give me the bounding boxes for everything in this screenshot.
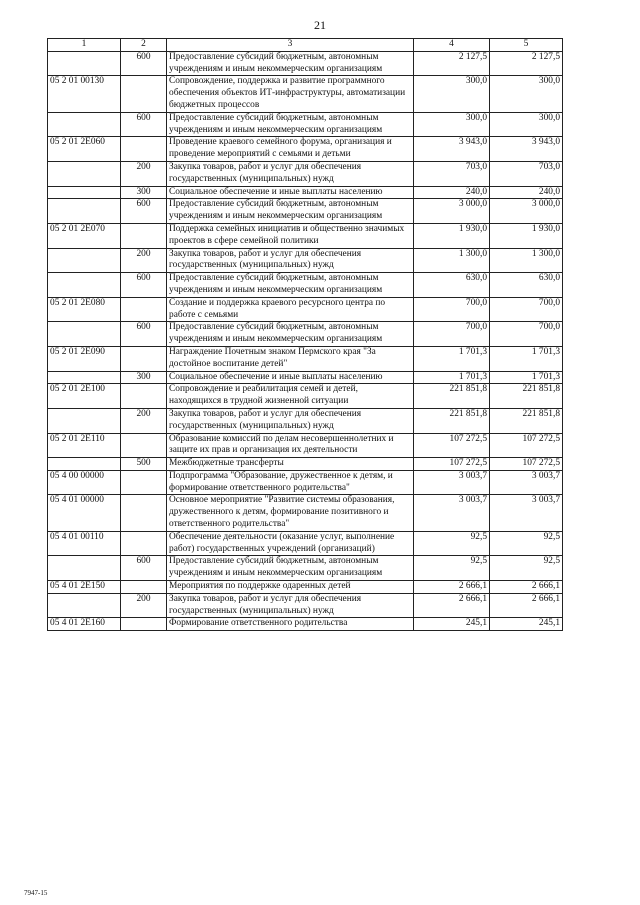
code-cell: 05 4 00 00000 [48,470,121,495]
value-2016-cell: 245,1 [414,618,490,631]
value-2017-cell: 1 701,3 [490,346,563,371]
table-header [48,39,563,52]
value-2016-cell: 300,0 [414,76,490,112]
expense-type-cell [121,618,167,631]
table-row [48,51,563,76]
value-2016-cell: 221 851,8 [414,384,490,409]
table-row [48,137,563,162]
table-row [48,371,563,384]
value-2016-cell: 1 300,0 [414,248,490,273]
value-2016-cell: 3 000,0 [414,199,490,224]
value-2016-cell: 240,0 [414,186,490,199]
value-2016-cell: 630,0 [414,273,490,298]
expense-type-cell: 500 [121,458,167,471]
value-2016-cell: 700,0 [414,297,490,322]
name-cell: Межбюджетные трансферты [167,458,414,471]
table-row [48,223,563,248]
name-cell: Проведение краевого семейного форума, организация и проведение мероприятий с семьями и детьми [167,137,414,162]
table-row [48,433,563,458]
code-cell: 05 2 01 2Е100 [48,384,121,409]
table-row [48,593,563,618]
value-2017-cell: 245,1 [490,618,563,631]
value-2016-cell: 107 272,5 [414,458,490,471]
value-2017-cell: 107 272,5 [490,458,563,471]
value-2017-cell: 2 127,5 [490,51,563,76]
column-header-2: 2 [121,39,167,52]
name-cell: Предоставление субсидий бюджетным, автономным учреждениям и иным некоммерческим организациям [167,322,414,347]
code-cell: 05 4 01 00000 [48,495,121,531]
name-cell: Основное мероприятие "Развитие системы образования, дружественного к детям, формирование позитивного и ответственного родительства" [167,495,414,531]
value-2016-cell: 3 003,7 [414,495,490,531]
name-cell: Предоставление субсидий бюджетным, автономным учреждениям и иным некоммерческим организациям [167,556,414,581]
value-2017-cell: 700,0 [490,297,563,322]
table-row [48,556,563,581]
expense-type-cell: 600 [121,112,167,137]
code-cell [48,593,121,618]
name-cell: Награждение Почетным знаком Пермского края "За достойное воспитание детей" [167,346,414,371]
table-row [48,248,563,273]
code-cell [48,458,121,471]
value-2016-cell: 3 943,0 [414,137,490,162]
expense-type-cell [121,470,167,495]
value-2016-cell: 1 701,3 [414,346,490,371]
code-cell [48,248,121,273]
code-cell [48,161,121,186]
value-2017-cell: 1 930,0 [490,223,563,248]
budget-table [47,38,563,631]
code-cell [48,186,121,199]
expense-type-cell: 200 [121,593,167,618]
name-cell: Мероприятия по поддержке одаренных детей [167,581,414,594]
value-2016-cell: 703,0 [414,161,490,186]
name-cell: Сопровождение, поддержка и развитие программного обеспечения объектов ИТ-инфраструктуры, автоматизации бюджетных процессов [167,76,414,112]
value-2016-cell: 3 003,7 [414,470,490,495]
table-row [48,76,563,112]
name-cell: Сопровождение и реабилитация семей и детей, находящихся в трудной жизненной ситуации [167,384,414,409]
table-row [48,470,563,495]
value-2016-cell: 300,0 [414,112,490,137]
expense-type-cell [121,384,167,409]
name-cell: Закупка товаров, работ и услуг для обеспечения государственных (муниципальных) нужд [167,248,414,273]
expense-type-cell [121,433,167,458]
value-2017-cell: 3 003,7 [490,470,563,495]
column-header-1: 1 [48,39,121,52]
expense-type-cell [121,76,167,112]
expense-type-cell [121,346,167,371]
table-row [48,199,563,224]
code-cell: 05 2 01 2Е060 [48,137,121,162]
table-row [48,531,563,556]
table-row [48,112,563,137]
name-cell: Закупка товаров, работ и услуг для обеспечения государственных (муниципальных) нужд [167,161,414,186]
value-2016-cell: 2 127,5 [414,51,490,76]
table-row [48,161,563,186]
code-cell [48,556,121,581]
value-2017-cell: 1 300,0 [490,248,563,273]
code-cell [48,273,121,298]
code-cell [48,199,121,224]
expense-type-cell: 600 [121,51,167,76]
expense-type-cell [121,581,167,594]
table-row [48,384,563,409]
value-2017-cell: 703,0 [490,161,563,186]
name-cell: Образование комиссий по делам несовершеннолетних и защите их прав и организация их деятельности [167,433,414,458]
expense-type-cell [121,223,167,248]
name-cell: Обеспечение деятельности (оказание услуг, выполнение работ) государственных учреждений (организаций) [167,531,414,556]
value-2017-cell: 221 851,8 [490,384,563,409]
footer-code: 7947-15 [24,889,48,897]
code-cell: 05 2 01 2Е070 [48,223,121,248]
value-2017-cell: 240,0 [490,186,563,199]
value-2017-cell: 221 851,8 [490,408,563,433]
expense-type-cell: 600 [121,556,167,581]
value-2017-cell: 630,0 [490,273,563,298]
value-2017-cell: 107 272,5 [490,433,563,458]
table-row [48,346,563,371]
name-cell: Предоставление субсидий бюджетным, автономным учреждениям и иным некоммерческим организациям [167,273,414,298]
name-cell: Закупка товаров, работ и услуг для обеспечения государственных (муниципальных) нужд [167,593,414,618]
table-row [48,297,563,322]
code-cell [48,51,121,76]
header-row [48,39,563,52]
name-cell: Создание и поддержка краевого ресурсного центра по работе с семьями [167,297,414,322]
value-2017-cell: 300,0 [490,76,563,112]
table-row [48,186,563,199]
column-header-3: 3 [167,39,414,52]
name-cell: Закупка товаров, работ и услуг для обеспечения государственных (муниципальных) нужд [167,408,414,433]
value-2016-cell: 221 851,8 [414,408,490,433]
code-cell [48,112,121,137]
name-cell: Формирование ответственного родительства [167,618,414,631]
code-cell: 05 2 01 2Е080 [48,297,121,322]
expense-type-cell [121,531,167,556]
name-cell: Предоставление субсидий бюджетным, автономным учреждениям и иным некоммерческим организациям [167,199,414,224]
value-2016-cell: 107 272,5 [414,433,490,458]
code-cell [48,322,121,347]
value-2017-cell: 2 666,1 [490,593,563,618]
table-row [48,273,563,298]
table-row [48,495,563,531]
table-row [48,408,563,433]
code-cell: 05 2 01 2Е110 [48,433,121,458]
table-body [48,51,563,630]
value-2017-cell: 1 701,3 [490,371,563,384]
value-2017-cell: 2 666,1 [490,581,563,594]
name-cell: Подпрограмма "Образование, дружественное к детям, и формирование ответственного родительства" [167,470,414,495]
code-cell [48,371,121,384]
code-cell: 05 4 01 00110 [48,531,121,556]
code-cell: 05 2 01 2Е090 [48,346,121,371]
expense-type-cell: 600 [121,273,167,298]
column-header-5: 5 [490,39,563,52]
value-2017-cell: 92,5 [490,556,563,581]
name-cell: Социальное обеспечение и иные выплаты населению [167,186,414,199]
value-2016-cell: 700,0 [414,322,490,347]
table-row [48,581,563,594]
value-2017-cell: 3 000,0 [490,199,563,224]
name-cell: Поддержка семейных инициатив и общественно значимых проектов в сфере семейной политики [167,223,414,248]
expense-type-cell: 600 [121,322,167,347]
expense-type-cell: 300 [121,371,167,384]
code-cell: 05 4 01 2Е150 [48,581,121,594]
expense-type-cell [121,137,167,162]
value-2017-cell: 700,0 [490,322,563,347]
value-2017-cell: 300,0 [490,112,563,137]
value-2016-cell: 92,5 [414,556,490,581]
value-2016-cell: 1 930,0 [414,223,490,248]
code-cell: 05 4 01 2Е160 [48,618,121,631]
expense-type-cell [121,297,167,322]
expense-type-cell: 200 [121,248,167,273]
value-2016-cell: 92,5 [414,531,490,556]
value-2017-cell: 3 943,0 [490,137,563,162]
column-header-4: 4 [414,39,490,52]
expense-type-cell: 300 [121,186,167,199]
value-2017-cell: 3 003,7 [490,495,563,531]
value-2016-cell: 2 666,1 [414,593,490,618]
value-2017-cell: 92,5 [490,531,563,556]
page-number: 21 [314,18,326,32]
expense-type-cell: 200 [121,408,167,433]
code-cell: 05 2 01 00130 [48,76,121,112]
expense-type-cell [121,495,167,531]
code-cell [48,408,121,433]
value-2016-cell: 2 666,1 [414,581,490,594]
value-2016-cell: 1 701,3 [414,371,490,384]
table-row [48,458,563,471]
name-cell: Социальное обеспечение и иные выплаты населению [167,371,414,384]
name-cell: Предоставление субсидий бюджетным, автономным учреждениям и иным некоммерческим организациям [167,112,414,137]
expense-type-cell: 600 [121,199,167,224]
table-row [48,618,563,631]
expense-type-cell: 200 [121,161,167,186]
name-cell: Предоставление субсидий бюджетным, автономным учреждениям и иным некоммерческим организациям [167,51,414,76]
table-row [48,322,563,347]
